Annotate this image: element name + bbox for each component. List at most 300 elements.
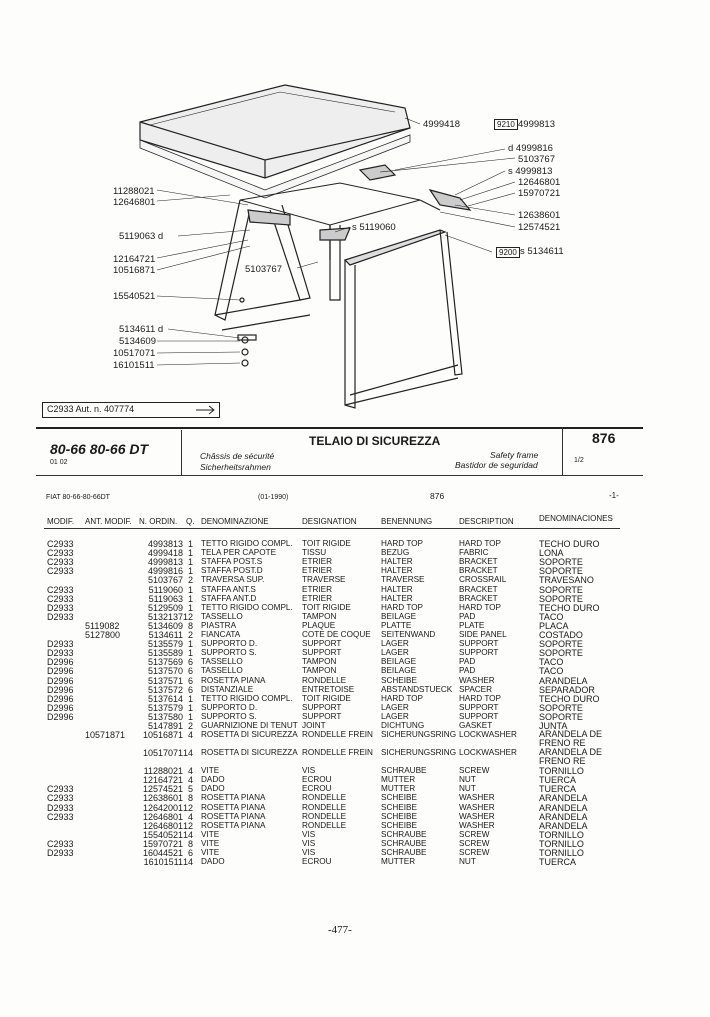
table-cell: 8: [187, 620, 193, 631]
table-cell: SCREW: [459, 848, 490, 857]
table-cell: TISSU: [302, 548, 327, 558]
table-cell: VITE: [201, 838, 220, 848]
callout-label: 5134609: [119, 336, 156, 347]
table-cell: 4: [187, 766, 193, 777]
title-en: Safety frame: [490, 450, 539, 460]
table-cell: 14: [182, 829, 193, 840]
table-cell: D2996: [47, 702, 74, 713]
table-cell: BRACKET: [459, 584, 498, 594]
table-cell: TORNILLO: [539, 766, 584, 777]
sheet-number: 1/2: [574, 457, 584, 464]
table-cell: 5135589: [147, 648, 183, 659]
table-cell: TETTO RIGIDO COMPL.: [201, 539, 293, 548]
table-cell: TACO: [539, 657, 564, 668]
table-cell: STAFFA POST.D: [201, 566, 263, 576]
table-cell: 5129509: [147, 602, 183, 613]
table-cell: DADO: [201, 857, 225, 867]
table-cell: D2933: [47, 611, 74, 622]
table-cell: TRAVERSE: [381, 575, 425, 585]
table-cell: ETRIER: [302, 584, 333, 594]
table-cell: LAGER: [381, 711, 409, 721]
table-cell: 10517071: [142, 748, 183, 759]
table-cell: D2996: [47, 657, 74, 668]
table-cell: ROSETTA PIANA: [201, 802, 266, 812]
table-cell: 4: [187, 775, 193, 786]
table-cell: 2: [187, 721, 193, 731]
table-cell: 6: [187, 848, 193, 858]
table-cell: 1: [187, 711, 193, 722]
table-cell: C2933: [47, 838, 74, 849]
table-cell: D2933: [47, 848, 74, 858]
table-cell: TUERCA: [539, 775, 577, 786]
table-cell: 1: [187, 639, 193, 650]
table-cell: PLATTE: [381, 620, 412, 630]
table-cell: D2933: [47, 639, 74, 650]
table-cell: 4993813: [147, 539, 183, 549]
table-cell: COSTADO: [539, 630, 583, 640]
table-cell: LOCKWASHER: [459, 748, 517, 758]
table-cell: BRACKET: [459, 557, 498, 567]
table-cell: 12: [182, 820, 193, 831]
table-cell: 12164721: [142, 775, 183, 786]
table-cell: 6: [187, 657, 193, 668]
table-cell: D2933: [47, 802, 74, 813]
table-cell: SOPORTE: [539, 648, 583, 659]
table-cell: SOPORTE: [539, 711, 583, 722]
table-cell: 5: [187, 784, 193, 795]
table-cell: D2996: [47, 675, 74, 686]
table-cell: WASHER: [459, 820, 495, 830]
table-cell: SCHEIBE: [381, 811, 417, 821]
table-cell: 8: [187, 793, 193, 804]
table-cell: 5119063: [148, 593, 183, 604]
table-cell: SUPPORT: [302, 639, 342, 649]
table-cell: VIS: [302, 848, 316, 857]
table-cell: SOPORTE: [539, 639, 583, 650]
table-cell: STAFFA ANT.D: [201, 593, 257, 603]
table-cell: HARD TOP: [459, 602, 502, 612]
table-cell: MUTTER: [381, 775, 416, 785]
table-cell: C2933: [47, 566, 74, 577]
table-cell: 1: [187, 584, 193, 595]
table-cell: SUPPORTO D.: [201, 639, 258, 649]
table-cell: COTE DE COQUE: [302, 630, 371, 639]
table-cell: TETTO RIGIDO COMPL.: [201, 693, 293, 703]
table-cell: TOIT RIGIDE: [302, 539, 351, 548]
column-header: DESIGNATION: [302, 517, 357, 526]
table-cell: LOCKWASHER: [459, 730, 517, 740]
table-cell: SIDE PANEL: [459, 630, 507, 639]
title-de: Sicherheitsrahmen: [200, 462, 271, 472]
table-cell: CROSSRAIL: [459, 575, 507, 585]
table-cell: 1: [187, 602, 193, 613]
table-cell: JOINT: [302, 721, 326, 730]
table-cell: SEITENWAND: [381, 630, 436, 639]
table-cell: TUERCA: [539, 857, 577, 868]
table-cell: NUT: [459, 784, 476, 794]
table-cell: 15970721: [142, 838, 183, 849]
table-cell: HARD TOP: [459, 693, 502, 703]
table-cell: 5137570: [147, 666, 183, 677]
table-cell: D2996: [47, 711, 74, 722]
table-cell: SCHRAUBE: [381, 838, 427, 848]
column-header: DESCRIPTION: [459, 517, 514, 526]
table-cell: ETRIER: [302, 566, 333, 576]
table-cell: FIANCATA: [201, 630, 241, 639]
table-cell: BEILAGE: [381, 657, 417, 667]
title-es: Bastidor de seguridad: [455, 460, 538, 470]
table-cell: D2996: [47, 693, 74, 704]
table-cell: 12638601: [142, 793, 183, 804]
code-box: 9200: [496, 247, 520, 258]
page-number: -477-: [328, 924, 352, 936]
callout-label: 4999418: [423, 119, 460, 130]
table-cell: ECROU: [302, 775, 332, 785]
callout-label: 12574521: [518, 222, 561, 233]
table-cell: TASSELLO: [201, 611, 243, 621]
table-cell: LAGER: [381, 648, 409, 658]
table-cell: SCHRAUBE: [381, 829, 427, 839]
table-cell: ROSETTA PIANA: [201, 811, 266, 821]
table-cell: RONDELLE FREIN: [302, 730, 373, 740]
page-title: TELAIO DI SICUREZZA: [309, 434, 441, 448]
table-cell: 1: [187, 593, 193, 604]
table-cell: SCREW: [459, 829, 490, 839]
table-cell: 16044521: [142, 848, 183, 858]
table-cell: SOPORTE: [539, 584, 583, 595]
table-cell: BEILAGE: [381, 666, 417, 676]
table-cell: JUNTA: [539, 721, 568, 731]
table-cell: TORNILLO: [539, 829, 584, 840]
table-cell: SEPARADOR: [539, 684, 595, 695]
table-cell: 1: [187, 702, 193, 713]
table-cell: TOIT RIGIDE: [302, 693, 351, 703]
table-cell: C2933: [47, 584, 74, 595]
table-cell: SCHEIBE: [381, 802, 417, 812]
table-cell: ETRIER: [302, 557, 333, 567]
table-cell: 4999813: [147, 557, 183, 568]
table-cell: SUPPORT: [459, 711, 499, 721]
table-cell: PAD: [459, 666, 476, 676]
table-cell: LAGER: [381, 702, 409, 712]
table-cell: BRACKET: [459, 593, 498, 603]
table-cell: STAFFA POST.S: [201, 557, 263, 567]
header-divider: [562, 427, 563, 475]
table-cell: SOPORTE: [539, 557, 583, 568]
table-cell: MUTTER: [381, 784, 416, 794]
table-cell: LAGER: [381, 639, 409, 649]
table-cell: 14: [182, 748, 193, 759]
table-cell: D2996: [47, 684, 74, 695]
table-cell: 16101511: [143, 857, 183, 868]
table-cell: SCREW: [459, 766, 490, 776]
table-cell: SCHRAUBE: [381, 848, 427, 857]
table-cell: SUPPORTO S.: [201, 648, 257, 658]
table-cell: SUPPORT: [459, 639, 499, 649]
column-header: Q.: [186, 517, 195, 526]
table-cell: 5119082: [85, 620, 120, 631]
table-cell: PAD: [459, 657, 476, 667]
table-cell: FABRIC: [459, 548, 489, 558]
table-cell: 6: [187, 666, 193, 677]
table-cell: SOPORTE: [539, 702, 583, 713]
table-cell: 12: [182, 802, 193, 813]
table-cell: 5103767: [147, 575, 183, 586]
callout-label: 15540521: [113, 291, 156, 302]
table-cell: WASHER: [459, 793, 495, 803]
table-cell: C2933: [47, 784, 74, 795]
table-cell: MUTTER: [381, 857, 416, 867]
catalog-date: (01-1990): [258, 494, 289, 501]
table-cell: 14: [182, 857, 193, 868]
table-cell: HARD TOP: [381, 539, 424, 548]
table-cell: HARD TOP: [381, 693, 424, 703]
model-title: 80-66 80-66 DT: [50, 441, 149, 457]
table-cell: 5137614: [147, 693, 183, 704]
table-cell: TAMPON: [302, 657, 337, 667]
table-cell: TETTO RIGIDO COMPL.: [201, 602, 293, 612]
code-box: 9210: [494, 119, 518, 130]
table-cell: 4: [187, 811, 193, 822]
table-cell: SUPPORT: [459, 702, 499, 712]
table-cell: ARANDELA: [539, 811, 588, 822]
table-cell: TACO: [539, 666, 564, 677]
table-cell: ECROU: [302, 784, 332, 794]
table-cell: 5137579: [147, 702, 183, 713]
table-cell: 1: [187, 539, 193, 549]
table-cell: C2933: [47, 593, 74, 604]
callout-label: 12646801: [113, 197, 156, 208]
table-cell: GASKET: [459, 721, 493, 730]
callout-label: 5134611 d: [119, 324, 164, 335]
table-cell: ROSETTA DI SICUREZZA: [201, 730, 298, 740]
table-cell: WASHER: [459, 675, 495, 685]
table-cell: SUPPORT: [459, 648, 499, 658]
header-bottom-rule: [36, 475, 643, 476]
table-cell: STAFFA ANT.S: [201, 584, 256, 594]
table-cell: 1: [187, 693, 193, 704]
table-cell: BEILAGE: [381, 611, 417, 621]
table-cell: 12646801: [142, 820, 183, 831]
callout-label: 5119063 d: [119, 231, 164, 242]
table-cell: HARD TOP: [459, 539, 502, 548]
table-cell: 12646801: [142, 811, 183, 822]
table-cell: WASHER: [459, 802, 495, 812]
table-cell: SUPPORT: [302, 702, 342, 712]
table-cell: DICHTUNG: [381, 721, 425, 730]
header-divider: [181, 430, 182, 476]
table-cell: VIS: [302, 829, 316, 839]
table-cell: DISTANZIALE: [201, 684, 254, 694]
table-cell: D2933: [47, 648, 74, 659]
header-top-rule: [36, 427, 643, 429]
table-cell: SICHERUNGSRING: [381, 730, 457, 740]
table-cell: DADO: [201, 784, 225, 794]
callout-label: 4999813: [518, 119, 555, 130]
table-cell: SPACER: [459, 684, 493, 694]
table-cell: 4999418: [147, 548, 183, 559]
table-cell: 11288021: [143, 766, 183, 777]
column-header: BENENNUNG: [381, 517, 433, 526]
table-cell: 15540521: [142, 829, 183, 840]
table-cell: 4: [187, 730, 193, 741]
callout-label: 5103767: [518, 154, 555, 165]
table-cell: TRAVERSE: [302, 575, 346, 585]
table-cell: TRAVESANO: [539, 575, 594, 586]
table-cell: TORNILLO: [539, 838, 584, 849]
table-cell: 1: [187, 566, 193, 577]
table-cell: 12574521: [142, 784, 183, 795]
table-cell: C2933: [47, 557, 74, 568]
table-cell: C2933: [47, 811, 74, 822]
table-cell: TORNILLO: [539, 848, 584, 858]
table-cell: HARD TOP: [381, 602, 424, 612]
table-cell: HALTER: [381, 557, 413, 567]
column-header: N. ORDIN.: [139, 517, 178, 526]
callout-label: 11288021: [113, 186, 155, 197]
callout-label: d 4999816: [508, 143, 553, 154]
table-cell: TASSELLO: [201, 657, 243, 667]
table-cell: 1: [187, 648, 193, 659]
table-cell: VIS: [302, 766, 316, 776]
table-cell: ARANDELA: [539, 802, 588, 813]
table-cell: 5137569: [147, 657, 183, 668]
table-cell: 5137572: [147, 684, 183, 695]
table-cell: 5127800: [85, 630, 121, 640]
table-cell: 8: [187, 838, 193, 849]
callout-label: 5103767: [245, 264, 282, 275]
table-cell: ARANDELA: [539, 675, 588, 686]
table-cell: 5134609: [147, 620, 183, 631]
table-cell: SUPPORT: [302, 648, 342, 658]
authorization-box: [42, 402, 220, 418]
table-cell: LONA: [539, 548, 564, 559]
table-cell: TACO: [539, 611, 564, 622]
table-cell: C2933: [47, 539, 74, 549]
table-cell: HALTER: [381, 566, 413, 576]
title-fr: Châssis de sécurité: [200, 451, 275, 461]
table-cell: WASHER: [459, 811, 495, 821]
table-cell: ABSTANDSTUECK: [381, 684, 453, 694]
table-cell: PLACA: [539, 620, 569, 631]
table-cell: ROSETTA PIANA: [201, 793, 266, 803]
table-cell: D2933: [47, 602, 74, 613]
column-header: ANT. MODIF.: [85, 517, 132, 526]
table-cell: TOIT RIGIDE: [302, 602, 351, 612]
table-cell: 6: [187, 684, 193, 695]
table-cell: GUARNIZIONE DI TENUT: [201, 721, 298, 730]
table-cell: TRAVERSA SUP.: [201, 575, 265, 585]
table-cell: 5135579: [147, 639, 183, 650]
table-cell: 1: [187, 557, 193, 568]
table-cell: TAMPON: [302, 611, 337, 621]
table-cell: 10571871: [85, 730, 126, 741]
page-ref: 876: [430, 491, 445, 501]
model-sub: 01 02: [50, 459, 68, 466]
table-cell: ARANDELA: [539, 793, 588, 804]
table-cell: HALTER: [381, 593, 413, 603]
table-cell: ENTRETOISE: [302, 684, 355, 694]
column-header: DENOMINACIONES: [539, 514, 613, 523]
table-cell: NUT: [459, 857, 476, 867]
table-cell: ARANDELA DE FRENO RE: [539, 729, 603, 749]
table-cell: TAMPON: [302, 666, 337, 676]
table-cell: ROSETTA PIANA: [201, 820, 266, 830]
callout-label: 10516871: [113, 265, 156, 276]
table-cell: SOPORTE: [539, 566, 583, 577]
table-cell: RONDELLE: [302, 793, 347, 803]
table-cell: PIASTRA: [201, 620, 237, 630]
table-cell: TELA PER CAPOTE: [201, 548, 277, 558]
table-cell: 12: [182, 611, 193, 622]
table-cell: TASSELLO: [201, 666, 243, 676]
catalog-line: FIAT 80-66-80-66DT: [46, 494, 110, 501]
table-cell: SCREW: [459, 838, 490, 848]
authorization-text: C2933 Aut. n. 407774: [47, 404, 135, 414]
table-cell: 1: [187, 548, 193, 559]
table-cell: TECHO DURO: [539, 602, 600, 613]
table-cell: SCHRAUBE: [381, 766, 427, 776]
table-cell: VIS: [302, 838, 316, 848]
table-cell: 5134611: [148, 630, 183, 640]
table-cell: 12642001: [142, 802, 183, 813]
table-cell: VITE: [201, 766, 220, 776]
table-cell: 5147891: [147, 721, 183, 731]
column-header: MODIF.: [47, 517, 75, 526]
table-cell: HALTER: [381, 584, 413, 594]
table-cell: VITE: [201, 829, 220, 839]
table-cell: 5119060: [148, 584, 183, 595]
table-cell: 5132137: [147, 611, 183, 622]
table-number: 876: [592, 430, 616, 446]
table-cell: 5137580: [147, 711, 183, 722]
table-cell: TUERCA: [539, 784, 577, 795]
callout-label: 12638601: [518, 210, 561, 221]
table-cell: ARANDELA DE FRENO RE: [539, 747, 603, 767]
column-header-rule: [44, 528, 620, 529]
table-cell: DADO: [201, 775, 225, 785]
table-cell: SUPPORTO S.: [201, 711, 257, 721]
table-cell: TECHO DURO: [539, 539, 600, 549]
table-cell: SICHERUNGSRING: [381, 748, 457, 758]
callout-label: 12646801: [518, 177, 561, 188]
table-cell: BEZUG: [381, 548, 410, 558]
table-cell: D2996: [47, 666, 74, 677]
table-cell: BRACKET: [459, 566, 498, 576]
safety-frame-exploded-diagram: [0, 0, 710, 430]
table-cell: PLATE: [459, 620, 485, 630]
table-cell: ROSETTA PIANA: [201, 675, 266, 685]
table-cell: RONDELLE: [302, 811, 347, 821]
table-cell: 6: [187, 675, 193, 686]
callout-label: s 5119060: [352, 222, 396, 233]
table-cell: ECROU: [302, 857, 332, 867]
table-cell: NUT: [459, 775, 476, 785]
table-cell: ARANDELA: [539, 820, 588, 831]
table-cell: 2: [187, 630, 193, 640]
table-cell: SUPPORT: [302, 711, 342, 721]
table-cell: C2933: [47, 793, 74, 804]
table-cell: ETRIER: [302, 593, 333, 603]
table-cell: PLAQUE: [302, 620, 336, 630]
column-header: DENOMINAZIONE: [201, 517, 269, 526]
table-cell: 4999816: [147, 566, 183, 577]
table-cell: RONDELLE: [302, 820, 347, 830]
callout-label: 12164721: [113, 254, 156, 265]
table-cell: TECHO DURO: [539, 693, 600, 704]
table-cell: 5137571: [147, 675, 183, 686]
table-cell: RONDELLE FREIN: [302, 748, 373, 758]
